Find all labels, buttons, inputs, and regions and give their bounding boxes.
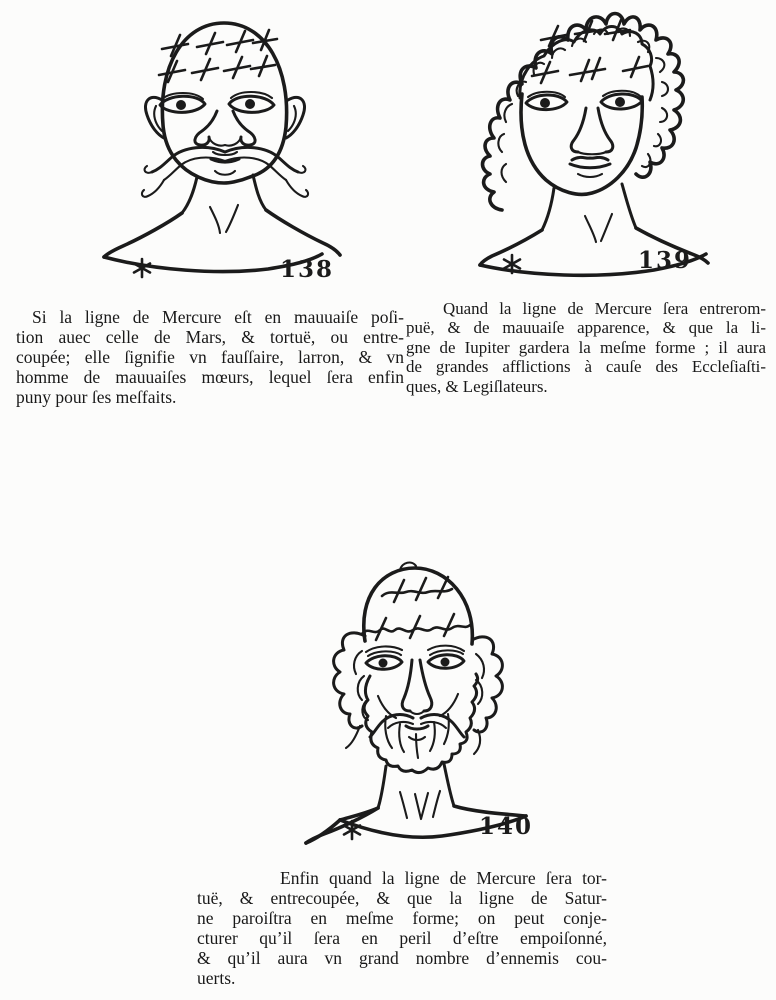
woodcut-139-drawing: [458, 2, 742, 290]
caption-line: ne paroiſtra en meſme forme; on peut conje-: [197, 908, 607, 928]
caption-line: uerts.: [197, 968, 236, 988]
eyes: [160, 92, 274, 112]
mouth: [211, 152, 239, 175]
caption-line: Enfin quand la ligne de Mercure ſera tor-: [280, 868, 607, 888]
eyes: [366, 650, 464, 669]
caption-line: cturer qu’il ſera en peril d’eſtre empoiſonné,: [197, 928, 607, 948]
woodcut-140-drawing: [282, 556, 542, 856]
caption-line: homme de mauuaiſes mœurs, lequel ſera enfin: [16, 367, 404, 387]
caption-line: tion auec celle de Mars, & tortuë, ou entre-: [16, 327, 404, 347]
caption-line: tuë, & entrecoupée, & que la ligne de Satur-: [197, 888, 607, 908]
nose: [571, 108, 613, 154]
woodcut-figure-139: [458, 2, 742, 290]
woodcut-figure-138: [78, 5, 362, 290]
ears: [145, 97, 304, 138]
woodcut-figure-140: [282, 556, 542, 856]
figure-number: 140: [479, 813, 534, 840]
woodcut-138-drawing: [78, 5, 362, 290]
caption-line: Quand la ligne de Mercure ſera entrerom-: [443, 299, 766, 318]
curly-hair: [483, 14, 684, 211]
figure-number: 139: [638, 247, 693, 274]
caption-line: ques, & Legiſlateurs.: [406, 376, 548, 396]
star-mark: [134, 259, 150, 277]
caption-line: Si la ligne de Mercure eſt en mauuaiſe poſi-: [32, 307, 404, 327]
caption-line: gne de Iupiter gardera la meſme forme ; il aura: [406, 337, 766, 357]
nose: [195, 111, 255, 146]
mouth: [570, 157, 610, 177]
caption-line: de grandes afflictions à cauſe des Eccleſiaſti-: [406, 357, 766, 377]
caption-figure-139: [406, 299, 766, 396]
caption-line: coupée; elle ſignifie vn fauſſaire, larron, & vn: [16, 347, 404, 367]
nose: [402, 660, 432, 714]
caption-line: & qu’il aura vn grand nombre d’ennemis cou-: [197, 948, 607, 968]
mustache: [370, 715, 464, 737]
caption-line: puë, & de mauuaiſe apparence, & que la li-: [406, 318, 766, 338]
caption-figure-140: [197, 868, 607, 988]
figure-number: 138: [280, 256, 335, 283]
eyes: [526, 91, 642, 110]
caption-figure-138: [16, 307, 404, 407]
caption-line: puny pour ſes meſfaits.: [16, 387, 177, 407]
